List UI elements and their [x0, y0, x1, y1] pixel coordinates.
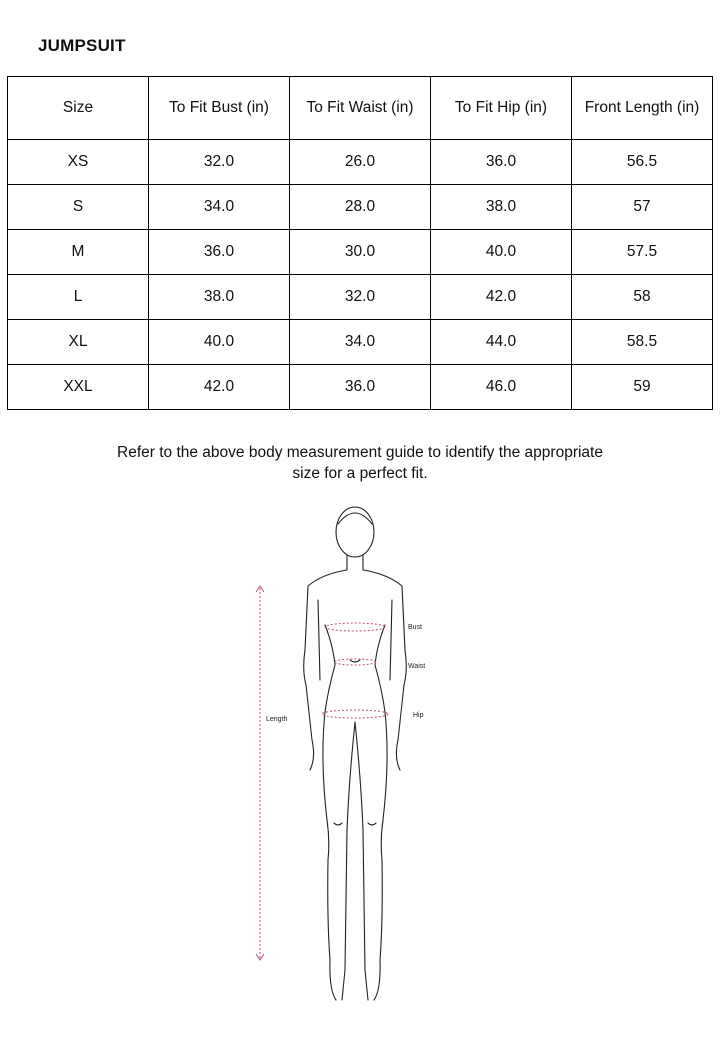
- cell-front-length: 56.5: [572, 140, 713, 185]
- cell-size: XL: [8, 320, 149, 365]
- right-leg-outer: [374, 712, 387, 1000]
- hair-outline: [338, 513, 372, 524]
- cell-hip: 38.0: [431, 185, 572, 230]
- cell-waist: 34.0: [290, 320, 431, 365]
- right-torso-side: [375, 625, 385, 712]
- size-chart-table: [7, 76, 713, 410]
- bust-label: Bust: [408, 624, 423, 631]
- cell-bust: 34.0: [149, 185, 290, 230]
- caption-line-1: Refer to the above body measurement guide to identify the appropriate: [117, 444, 603, 461]
- cell-bust: 42.0: [149, 365, 290, 410]
- body-outline: [304, 507, 407, 1000]
- left-leg-outer: [323, 712, 336, 1000]
- cell-size: XXL: [8, 365, 149, 410]
- inner-arm-lines: [318, 600, 392, 680]
- knee-marks: [334, 823, 376, 825]
- cell-hip: 44.0: [431, 320, 572, 365]
- page-title: JUMPSUIT: [38, 36, 126, 55]
- cell-front-length: 57: [572, 185, 713, 230]
- table-row: [8, 365, 713, 410]
- header-hip: To Fit Hip (in): [431, 77, 572, 140]
- cell-waist: 36.0: [290, 365, 431, 410]
- hip-guide: [322, 710, 388, 718]
- left-arm-outer: [304, 570, 347, 770]
- table-header-row: [8, 77, 713, 140]
- cell-waist: 26.0: [290, 140, 431, 185]
- table-row: [8, 185, 713, 230]
- waist-label: Waist: [408, 663, 426, 670]
- bust-guide: [325, 623, 385, 631]
- cell-size: L: [8, 275, 149, 320]
- left-leg-inner: [342, 722, 355, 1000]
- measurement-guide-caption: [60, 442, 660, 484]
- cell-bust: 40.0: [149, 320, 290, 365]
- cell-hip: 36.0: [431, 140, 572, 185]
- cell-waist: 32.0: [290, 275, 431, 320]
- table-row: [8, 320, 713, 365]
- table-row: [8, 230, 713, 275]
- cell-size: M: [8, 230, 149, 275]
- right-arm-outer: [363, 570, 406, 770]
- header-waist: To Fit Waist (in): [290, 77, 431, 140]
- header-front-length: Front Length (in): [572, 77, 713, 140]
- measurement-guides: [260, 588, 388, 958]
- navel-mark: [350, 660, 360, 662]
- left-torso-side: [325, 625, 335, 712]
- header-bust: To Fit Bust (in): [149, 77, 290, 140]
- body-outline-illustration: [230, 500, 490, 1010]
- cell-bust: 38.0: [149, 275, 290, 320]
- cell-front-length: 58: [572, 275, 713, 320]
- table-row: [8, 275, 713, 320]
- cell-hip: 42.0: [431, 275, 572, 320]
- header-size: Size: [8, 77, 149, 140]
- cell-front-length: 59: [572, 365, 713, 410]
- cell-hip: 40.0: [431, 230, 572, 275]
- cell-bust: 32.0: [149, 140, 290, 185]
- hip-label: Hip: [413, 712, 424, 719]
- cell-waist: 30.0: [290, 230, 431, 275]
- right-leg-inner: [355, 722, 368, 1000]
- cell-front-length: 57.5: [572, 230, 713, 275]
- cell-size: S: [8, 185, 149, 230]
- cell-bust: 36.0: [149, 230, 290, 275]
- cell-front-length: 58.5: [572, 320, 713, 365]
- cell-waist: 28.0: [290, 185, 431, 230]
- length-label: Length: [266, 716, 288, 723]
- cell-hip: 46.0: [431, 365, 572, 410]
- table-row: [8, 140, 713, 185]
- body-measurement-figure: [230, 500, 490, 1010]
- caption-line-2: size for a perfect fit.: [292, 465, 428, 482]
- cell-size: XS: [8, 140, 149, 185]
- head-outline: [336, 507, 374, 557]
